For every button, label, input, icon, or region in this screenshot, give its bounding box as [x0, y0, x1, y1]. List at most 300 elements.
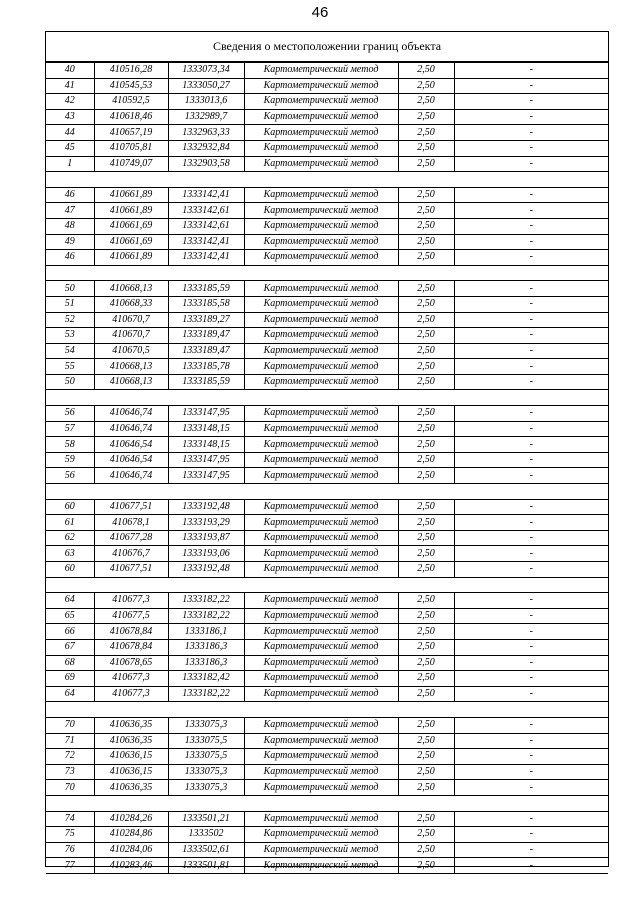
- y-coordinate-cell: 1333182,22: [168, 686, 244, 702]
- method-cell: Картометрический метод: [244, 374, 398, 390]
- table-row: [46, 140, 608, 156]
- point-number-cell: 73: [46, 764, 94, 780]
- method-cell: Картометрический метод: [244, 499, 398, 515]
- description-cell: -: [454, 468, 608, 484]
- y-coordinate-cell: 1333148,15: [168, 437, 244, 453]
- point-number-cell: 48: [46, 218, 94, 234]
- description-cell: -: [454, 437, 608, 453]
- accuracy-cell: 2,50: [398, 125, 454, 141]
- x-coordinate-cell: 410283,46: [94, 858, 168, 874]
- y-coordinate-cell: 1333189,47: [168, 343, 244, 359]
- group-separator-row: [46, 172, 608, 188]
- accuracy-cell: 2,50: [398, 94, 454, 110]
- point-number-cell: 70: [46, 780, 94, 796]
- x-coordinate-cell: 410661,89: [94, 203, 168, 219]
- group-separator-row: [46, 265, 608, 281]
- point-number-cell: 77: [46, 858, 94, 874]
- point-number-cell: 55: [46, 359, 94, 375]
- y-coordinate-cell: 1333075,5: [168, 733, 244, 749]
- table-row: [46, 218, 608, 234]
- method-cell: Картометрический метод: [244, 250, 398, 266]
- point-number-cell: 41: [46, 78, 94, 94]
- description-cell: -: [454, 78, 608, 94]
- description-cell: -: [454, 639, 608, 655]
- description-cell: -: [454, 749, 608, 765]
- x-coordinate-cell: 410618,46: [94, 109, 168, 125]
- x-coordinate-cell: 410661,89: [94, 250, 168, 266]
- x-coordinate-cell: 410646,74: [94, 421, 168, 437]
- y-coordinate-cell: 1333142,41: [168, 234, 244, 250]
- accuracy-cell: 2,50: [398, 140, 454, 156]
- y-coordinate-cell: 1333142,41: [168, 250, 244, 266]
- accuracy-cell: 2,50: [398, 811, 454, 827]
- point-number-cell: 40: [46, 63, 94, 79]
- table-row: [46, 125, 608, 141]
- y-coordinate-cell: 1333182,22: [168, 593, 244, 609]
- description-cell: -: [454, 359, 608, 375]
- accuracy-cell: 2,50: [398, 515, 454, 531]
- table-row: [46, 764, 608, 780]
- accuracy-cell: 2,50: [398, 468, 454, 484]
- section-title: Сведения о местоположении границ объекта: [46, 31, 608, 62]
- point-number-cell: 60: [46, 499, 94, 515]
- method-cell: Картометрический метод: [244, 468, 398, 484]
- coordinates-table: [46, 62, 608, 874]
- page-number: 46: [311, 4, 329, 21]
- point-number-cell: 64: [46, 686, 94, 702]
- description-cell: -: [454, 562, 608, 578]
- point-number-cell: 70: [46, 717, 94, 733]
- accuracy-cell: 2,50: [398, 328, 454, 344]
- table-row: [46, 250, 608, 266]
- point-number-cell: 43: [46, 109, 94, 125]
- description-cell: -: [454, 827, 608, 843]
- group-separator-row: [46, 484, 608, 500]
- x-coordinate-cell: 410670,7: [94, 328, 168, 344]
- method-cell: Картометрический метод: [244, 546, 398, 562]
- table-row: [46, 78, 608, 94]
- x-coordinate-cell: 410668,33: [94, 296, 168, 312]
- y-coordinate-cell: 1333192,48: [168, 499, 244, 515]
- accuracy-cell: 2,50: [398, 858, 454, 874]
- description-cell: -: [454, 63, 608, 79]
- coordinates-table-body: [46, 63, 608, 874]
- point-number-cell: 50: [46, 374, 94, 390]
- accuracy-cell: 2,50: [398, 671, 454, 687]
- y-coordinate-cell: 1333185,78: [168, 359, 244, 375]
- point-number-cell: 58: [46, 437, 94, 453]
- table-row: [46, 717, 608, 733]
- method-cell: Картометрический метод: [244, 811, 398, 827]
- x-coordinate-cell: 410678,84: [94, 639, 168, 655]
- method-cell: Картометрический метод: [244, 218, 398, 234]
- y-coordinate-cell: 1333192,48: [168, 562, 244, 578]
- y-coordinate-cell: 1333147,95: [168, 468, 244, 484]
- accuracy-cell: 2,50: [398, 780, 454, 796]
- method-cell: Картометрический метод: [244, 234, 398, 250]
- accuracy-cell: 2,50: [398, 63, 454, 79]
- description-cell: -: [454, 842, 608, 858]
- description-cell: -: [454, 94, 608, 110]
- method-cell: Картометрический метод: [244, 749, 398, 765]
- y-coordinate-cell: 1332903,58: [168, 156, 244, 172]
- x-coordinate-cell: 410661,89: [94, 187, 168, 203]
- point-number-cell: 76: [46, 842, 94, 858]
- accuracy-cell: 2,50: [398, 421, 454, 437]
- method-cell: Картометрический метод: [244, 281, 398, 297]
- table-row: [46, 421, 608, 437]
- table-row: [46, 296, 608, 312]
- y-coordinate-cell: 1333142,61: [168, 203, 244, 219]
- method-cell: Картометрический метод: [244, 406, 398, 422]
- x-coordinate-cell: 410668,13: [94, 359, 168, 375]
- table-row: [46, 374, 608, 390]
- group-separator-row: [46, 795, 608, 811]
- description-cell: -: [454, 406, 608, 422]
- group-separator-cell: [46, 577, 608, 593]
- x-coordinate-cell: 410646,74: [94, 406, 168, 422]
- method-cell: Картометрический метод: [244, 858, 398, 874]
- x-coordinate-cell: 410677,3: [94, 686, 168, 702]
- table-row: [46, 811, 608, 827]
- accuracy-cell: 2,50: [398, 624, 454, 640]
- description-cell: -: [454, 608, 608, 624]
- x-coordinate-cell: 410646,74: [94, 468, 168, 484]
- table-row: [46, 94, 608, 110]
- table-row: [46, 671, 608, 687]
- description-cell: -: [454, 452, 608, 468]
- accuracy-cell: 2,50: [398, 406, 454, 422]
- y-coordinate-cell: 1333075,3: [168, 717, 244, 733]
- method-cell: Картометрический метод: [244, 63, 398, 79]
- description-cell: -: [454, 515, 608, 531]
- accuracy-cell: 2,50: [398, 374, 454, 390]
- method-cell: Картометрический метод: [244, 562, 398, 578]
- accuracy-cell: 2,50: [398, 842, 454, 858]
- group-separator-cell: [46, 172, 608, 188]
- method-cell: Картометрический метод: [244, 827, 398, 843]
- method-cell: Картометрический метод: [244, 140, 398, 156]
- accuracy-cell: 2,50: [398, 562, 454, 578]
- accuracy-cell: 2,50: [398, 359, 454, 375]
- x-coordinate-cell: 410677,51: [94, 499, 168, 515]
- y-coordinate-cell: 1333148,15: [168, 421, 244, 437]
- table-row: [46, 733, 608, 749]
- table-row: [46, 203, 608, 219]
- y-coordinate-cell: 1333050,27: [168, 78, 244, 94]
- description-cell: -: [454, 343, 608, 359]
- point-number-cell: 53: [46, 328, 94, 344]
- point-number-cell: 65: [46, 608, 94, 624]
- point-number-cell: 68: [46, 655, 94, 671]
- table-row: [46, 187, 608, 203]
- method-cell: Картометрический метод: [244, 655, 398, 671]
- x-coordinate-cell: 410646,54: [94, 437, 168, 453]
- description-cell: -: [454, 109, 608, 125]
- y-coordinate-cell: 1333502: [168, 827, 244, 843]
- x-coordinate-cell: 410678,84: [94, 624, 168, 640]
- method-cell: Картометрический метод: [244, 187, 398, 203]
- accuracy-cell: 2,50: [398, 109, 454, 125]
- table-row: [46, 827, 608, 843]
- accuracy-cell: 2,50: [398, 655, 454, 671]
- description-cell: -: [454, 593, 608, 609]
- method-cell: Картометрический метод: [244, 452, 398, 468]
- method-cell: Картометрический метод: [244, 437, 398, 453]
- method-cell: Картометрический метод: [244, 156, 398, 172]
- x-coordinate-cell: 410661,69: [94, 234, 168, 250]
- accuracy-cell: 2,50: [398, 437, 454, 453]
- y-coordinate-cell: 1332932,84: [168, 140, 244, 156]
- x-coordinate-cell: 410668,13: [94, 281, 168, 297]
- accuracy-cell: 2,50: [398, 530, 454, 546]
- accuracy-cell: 2,50: [398, 827, 454, 843]
- y-coordinate-cell: 1333142,41: [168, 187, 244, 203]
- accuracy-cell: 2,50: [398, 187, 454, 203]
- table-row: [46, 546, 608, 562]
- y-coordinate-cell: 1333182,42: [168, 671, 244, 687]
- y-coordinate-cell: 1333075,3: [168, 764, 244, 780]
- group-separator-cell: [46, 484, 608, 500]
- accuracy-cell: 2,50: [398, 499, 454, 515]
- point-number-cell: 59: [46, 452, 94, 468]
- method-cell: Картометрический метод: [244, 359, 398, 375]
- method-cell: Картометрический метод: [244, 94, 398, 110]
- x-coordinate-cell: 410749,07: [94, 156, 168, 172]
- x-coordinate-cell: 410284,86: [94, 827, 168, 843]
- method-cell: Картометрический метод: [244, 608, 398, 624]
- x-coordinate-cell: 410636,35: [94, 780, 168, 796]
- x-coordinate-cell: 410636,15: [94, 764, 168, 780]
- method-cell: Картометрический метод: [244, 530, 398, 546]
- y-coordinate-cell: 1333186,3: [168, 639, 244, 655]
- accuracy-cell: 2,50: [398, 312, 454, 328]
- description-cell: -: [454, 296, 608, 312]
- x-coordinate-cell: 410705,81: [94, 140, 168, 156]
- x-coordinate-cell: 410516,28: [94, 63, 168, 79]
- description-cell: -: [454, 858, 608, 874]
- group-separator-cell: [46, 390, 608, 406]
- y-coordinate-cell: 1333142,61: [168, 218, 244, 234]
- table-row: [46, 406, 608, 422]
- x-coordinate-cell: 410661,69: [94, 218, 168, 234]
- point-number-cell: 56: [46, 468, 94, 484]
- x-coordinate-cell: 410677,3: [94, 593, 168, 609]
- y-coordinate-cell: 1333147,95: [168, 452, 244, 468]
- x-coordinate-cell: 410678,1: [94, 515, 168, 531]
- y-coordinate-cell: 1333502,61: [168, 842, 244, 858]
- accuracy-cell: 2,50: [398, 608, 454, 624]
- description-cell: -: [454, 281, 608, 297]
- description-cell: -: [454, 624, 608, 640]
- method-cell: Картометрический метод: [244, 296, 398, 312]
- accuracy-cell: 2,50: [398, 234, 454, 250]
- description-cell: -: [454, 546, 608, 562]
- table-row: [46, 686, 608, 702]
- method-cell: Картометрический метод: [244, 717, 398, 733]
- table-row: [46, 530, 608, 546]
- group-separator-row: [46, 702, 608, 718]
- description-cell: -: [454, 328, 608, 344]
- table-row: [46, 780, 608, 796]
- table-row: [46, 593, 608, 609]
- description-cell: -: [454, 671, 608, 687]
- point-number-cell: 61: [46, 515, 94, 531]
- point-number-cell: 47: [46, 203, 94, 219]
- table-row: [46, 749, 608, 765]
- description-cell: -: [454, 140, 608, 156]
- accuracy-cell: 2,50: [398, 764, 454, 780]
- method-cell: Картометрический метод: [244, 203, 398, 219]
- method-cell: Картометрический метод: [244, 671, 398, 687]
- accuracy-cell: 2,50: [398, 749, 454, 765]
- point-number-cell: 1: [46, 156, 94, 172]
- table-row: [46, 281, 608, 297]
- accuracy-cell: 2,50: [398, 296, 454, 312]
- description-cell: -: [454, 655, 608, 671]
- description-cell: -: [454, 733, 608, 749]
- table-row: [46, 562, 608, 578]
- group-separator-cell: [46, 702, 608, 718]
- point-number-cell: 50: [46, 281, 94, 297]
- point-number-cell: 51: [46, 296, 94, 312]
- y-coordinate-cell: 1333185,58: [168, 296, 244, 312]
- table-row: [46, 156, 608, 172]
- x-coordinate-cell: 410677,3: [94, 671, 168, 687]
- point-number-cell: 54: [46, 343, 94, 359]
- x-coordinate-cell: 410677,28: [94, 530, 168, 546]
- table-row: [46, 842, 608, 858]
- table-row: [46, 452, 608, 468]
- table-row: [46, 515, 608, 531]
- description-cell: -: [454, 187, 608, 203]
- x-coordinate-cell: 410676,7: [94, 546, 168, 562]
- method-cell: Картометрический метод: [244, 733, 398, 749]
- accuracy-cell: 2,50: [398, 717, 454, 733]
- point-number-cell: 42: [46, 94, 94, 110]
- table-row: [46, 437, 608, 453]
- method-cell: Картометрический метод: [244, 343, 398, 359]
- method-cell: Картометрический метод: [244, 78, 398, 94]
- point-number-cell: 71: [46, 733, 94, 749]
- x-coordinate-cell: 410592,5: [94, 94, 168, 110]
- y-coordinate-cell: 1333189,47: [168, 328, 244, 344]
- description-cell: -: [454, 421, 608, 437]
- method-cell: Картометрический метод: [244, 109, 398, 125]
- accuracy-cell: 2,50: [398, 250, 454, 266]
- description-cell: -: [454, 686, 608, 702]
- x-coordinate-cell: 410545,53: [94, 78, 168, 94]
- accuracy-cell: 2,50: [398, 546, 454, 562]
- method-cell: Картометрический метод: [244, 842, 398, 858]
- description-cell: -: [454, 234, 608, 250]
- method-cell: Картометрический метод: [244, 328, 398, 344]
- x-coordinate-cell: 410657,19: [94, 125, 168, 141]
- description-cell: -: [454, 312, 608, 328]
- table-row: [46, 624, 608, 640]
- accuracy-cell: 2,50: [398, 686, 454, 702]
- accuracy-cell: 2,50: [398, 156, 454, 172]
- description-cell: -: [454, 780, 608, 796]
- point-number-cell: 75: [46, 827, 94, 843]
- y-coordinate-cell: 1333185,59: [168, 281, 244, 297]
- x-coordinate-cell: 410636,15: [94, 749, 168, 765]
- table-row: [46, 608, 608, 624]
- x-coordinate-cell: 410670,5: [94, 343, 168, 359]
- point-number-cell: 56: [46, 406, 94, 422]
- description-cell: -: [454, 250, 608, 266]
- point-number-cell: 74: [46, 811, 94, 827]
- method-cell: Картометрический метод: [244, 780, 398, 796]
- point-number-cell: 52: [46, 312, 94, 328]
- point-number-cell: 69: [46, 671, 94, 687]
- group-separator-row: [46, 577, 608, 593]
- y-coordinate-cell: 1333073,34: [168, 63, 244, 79]
- group-separator-cell: [46, 795, 608, 811]
- point-number-cell: 63: [46, 546, 94, 562]
- description-cell: -: [454, 156, 608, 172]
- description-cell: -: [454, 374, 608, 390]
- accuracy-cell: 2,50: [398, 203, 454, 219]
- y-coordinate-cell: 1332989,7: [168, 109, 244, 125]
- y-coordinate-cell: 1333193,06: [168, 546, 244, 562]
- method-cell: Картометрический метод: [244, 624, 398, 640]
- table-row: [46, 858, 608, 874]
- description-cell: -: [454, 203, 608, 219]
- method-cell: Картометрический метод: [244, 421, 398, 437]
- accuracy-cell: 2,50: [398, 639, 454, 655]
- table-row: [46, 328, 608, 344]
- table-row: [46, 468, 608, 484]
- point-number-cell: 46: [46, 250, 94, 266]
- method-cell: Картометрический метод: [244, 764, 398, 780]
- point-number-cell: 49: [46, 234, 94, 250]
- point-number-cell: 60: [46, 562, 94, 578]
- method-cell: Картометрический метод: [244, 639, 398, 655]
- y-coordinate-cell: 1333189,27: [168, 312, 244, 328]
- point-number-cell: 57: [46, 421, 94, 437]
- y-coordinate-cell: 1333075,5: [168, 749, 244, 765]
- point-number-cell: 62: [46, 530, 94, 546]
- point-number-cell: 44: [46, 125, 94, 141]
- table-row: [46, 359, 608, 375]
- point-number-cell: 66: [46, 624, 94, 640]
- table-row: [46, 312, 608, 328]
- point-number-cell: 64: [46, 593, 94, 609]
- x-coordinate-cell: 410646,54: [94, 452, 168, 468]
- x-coordinate-cell: 410668,13: [94, 374, 168, 390]
- method-cell: Картометрический метод: [244, 593, 398, 609]
- group-separator-row: [46, 390, 608, 406]
- table-row: [46, 109, 608, 125]
- y-coordinate-cell: 1333501,21: [168, 811, 244, 827]
- accuracy-cell: 2,50: [398, 78, 454, 94]
- y-coordinate-cell: 1333147,95: [168, 406, 244, 422]
- y-coordinate-cell: 1333075,3: [168, 780, 244, 796]
- x-coordinate-cell: 410670,7: [94, 312, 168, 328]
- x-coordinate-cell: 410636,35: [94, 733, 168, 749]
- point-number-cell: 67: [46, 639, 94, 655]
- accuracy-cell: 2,50: [398, 452, 454, 468]
- x-coordinate-cell: 410678,65: [94, 655, 168, 671]
- accuracy-cell: 2,50: [398, 218, 454, 234]
- group-separator-cell: [46, 265, 608, 281]
- description-cell: -: [454, 811, 608, 827]
- x-coordinate-cell: 410677,51: [94, 562, 168, 578]
- x-coordinate-cell: 410636,35: [94, 717, 168, 733]
- method-cell: Картометрический метод: [244, 515, 398, 531]
- point-number-cell: 45: [46, 140, 94, 156]
